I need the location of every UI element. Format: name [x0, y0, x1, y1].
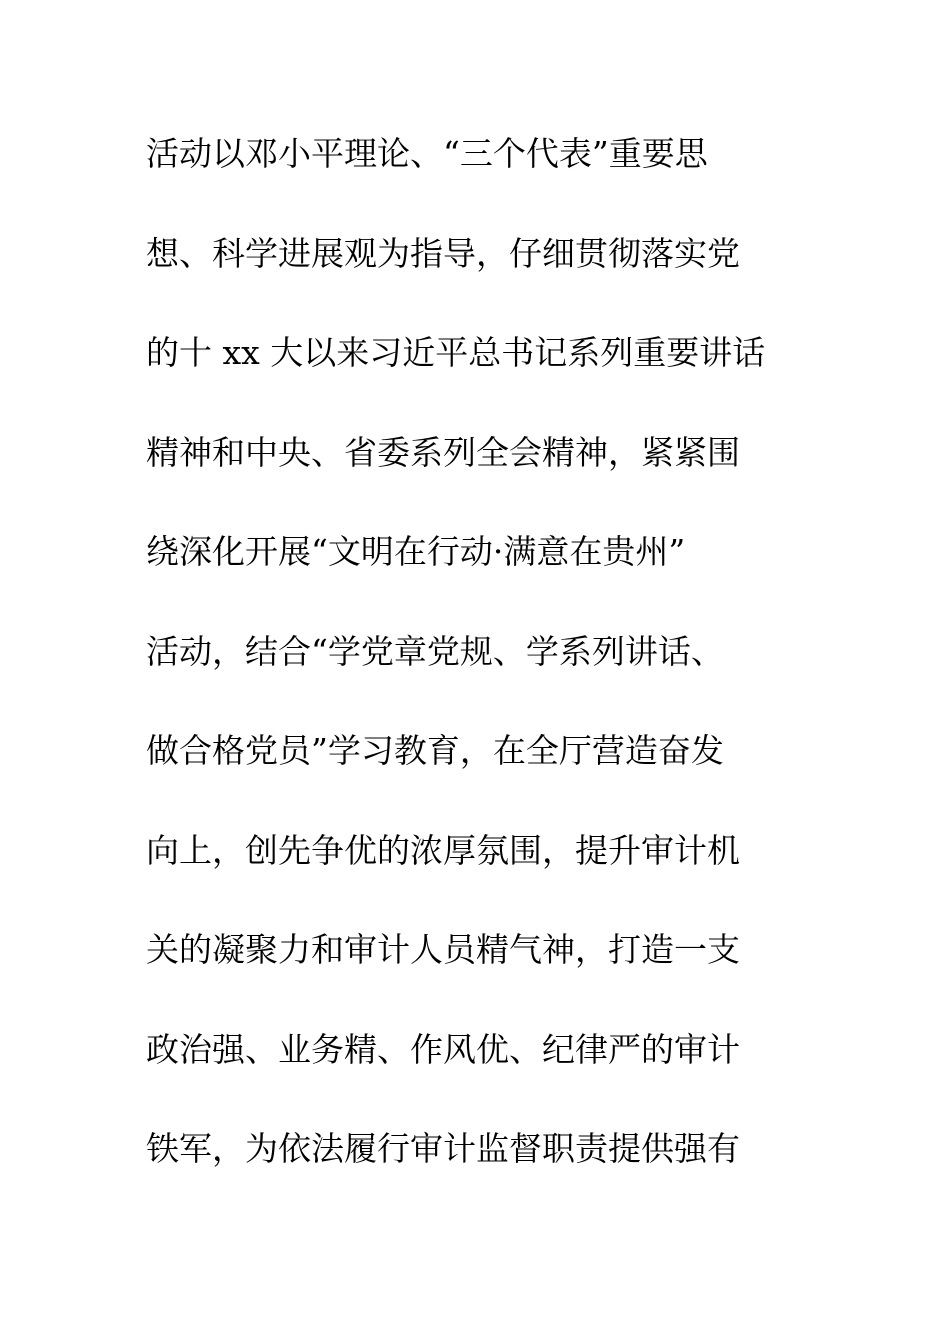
text-line: 活动以邓小平理论、“三个代表”重要思	[146, 134, 708, 173]
text-line: 的十 xx 大以来习近平总书记系列重要讲话	[146, 333, 766, 372]
text-line: 活动，结合“学党章党规、学系列讲话、	[146, 631, 724, 671]
text-line: 精神和中央、省委系列全会精神，紧紧围	[146, 432, 740, 472]
body-paragraph	[146, 124, 806, 1219]
text-line: 向上，创先争优的浓厚氛围，提升审计机	[146, 830, 740, 870]
text-line: 政治强、业务精、作风优、纪律严的审计	[146, 1029, 740, 1069]
text-line: 想、科学进展观为指导，仔细贯彻落实党	[146, 233, 740, 273]
text-line: 绕深化开展“文明在行动·满意在贵州”	[146, 532, 686, 571]
text-line: 关的凝聚力和审计人员精气神，打造一支	[146, 930, 740, 969]
text-line: 铁军，为依法履行审计监督职责提供强有	[146, 1129, 740, 1168]
text-line: 做合格党员”学习教育，在全厅营造奋发	[146, 731, 724, 770]
